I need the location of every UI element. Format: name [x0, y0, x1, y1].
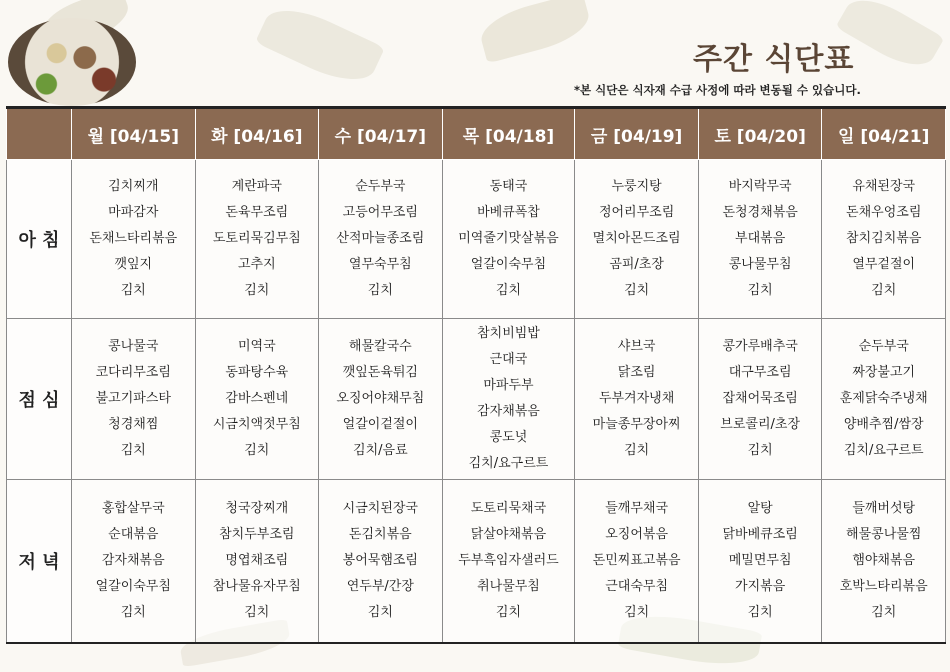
menu-item: 가지볶음 [735, 579, 786, 594]
menu-item: 멸치아몬드조림 [592, 231, 681, 246]
menu-item: 김치 [747, 605, 773, 620]
menu-item: 참나물유자무침 [212, 579, 301, 594]
menu-item: 봉어묵햄조림 [342, 553, 418, 568]
day-header: 목 [04/18] [442, 108, 575, 160]
menu-cell [575, 480, 699, 644]
menu-cell [319, 160, 443, 319]
menu-item: 해물콩나물찜 [846, 527, 922, 542]
menu-item: 닭바베큐조림 [722, 527, 798, 542]
menu-cell [72, 480, 196, 644]
menu-item: 시금치된장국 [342, 501, 418, 516]
menu-item: 김치/요구르트 [468, 456, 549, 471]
menu-item: 참치비빔밥 [477, 326, 540, 341]
menu-cell [698, 160, 822, 319]
menu-item: 들깨무채국 [605, 501, 669, 516]
menu-item: 메밀면무침 [728, 553, 792, 568]
menu-item: 불고기파스타 [95, 391, 171, 406]
menu-item: 샤브국 [617, 339, 656, 354]
menu-item: 김치 [244, 443, 270, 458]
background-leaf [476, 0, 594, 63]
menu-item: 김치 [244, 605, 270, 620]
menu-item: 콩나물국 [108, 339, 159, 354]
menu-item: 미역국 [237, 339, 276, 354]
menu-item: 미역줄기맛살볶음 [458, 231, 559, 246]
menu-item: 부대볶음 [735, 231, 786, 246]
menu-item: 열무겉절이 [852, 257, 916, 272]
menu-item: 김치 [747, 443, 773, 458]
background-leaf [255, 0, 385, 93]
menu-item: 김치 [244, 283, 270, 298]
menu-cell [442, 319, 575, 480]
menu-item: 도토리묵김무침 [212, 231, 301, 246]
page-title: 주간 식단표 [693, 42, 855, 77]
menu-cell [698, 480, 822, 644]
menu-cell [319, 480, 443, 644]
menu-item: 김치/음료 [353, 443, 408, 458]
menu-item: 고등어무조림 [342, 205, 418, 220]
menu-item: 참치김치볶음 [846, 231, 922, 246]
menu-item: 근대국 [489, 352, 528, 367]
day-header: 금 [04/19] [575, 108, 699, 160]
menu-item: 정어리무조림 [598, 205, 675, 220]
menu-item: 마파감자 [108, 205, 159, 220]
menu-cell [195, 319, 319, 480]
menu-item: 김치 [120, 443, 146, 458]
menu-cell [822, 480, 946, 644]
menu-item: 홍합살무국 [101, 501, 165, 516]
menu-item: 연두부/간장 [346, 579, 414, 594]
menu-item: 명엽채조림 [225, 553, 289, 568]
menu-item: 고추지 [237, 257, 276, 272]
meal-label: 점 심 [7, 319, 72, 480]
menu-item: 돈채우엉조림 [846, 205, 922, 220]
meal-label: 아 침 [7, 160, 72, 319]
menu-item: 돈채느타리볶음 [89, 231, 178, 246]
menu-item: 브로콜리/초장 [720, 417, 801, 432]
menu-item: 들깨버섯탕 [852, 501, 916, 516]
meal-row [7, 160, 946, 319]
menu-item: 돈김치볶음 [348, 527, 412, 542]
day-header: 화 [04/16] [195, 108, 319, 160]
menu-item: 감자채볶음 [101, 553, 165, 568]
day-header: 수 [04/17] [319, 108, 443, 160]
day-header: 일 [04/21] [822, 108, 946, 160]
menu-item: 콩도넛 [489, 430, 528, 445]
menu-cell [698, 319, 822, 480]
menu-item: 순두부국 [858, 339, 909, 354]
menu-item: 잡채어묵조림 [722, 391, 798, 406]
meal-label: 저 녁 [7, 480, 72, 644]
menu-item: 마파두부 [483, 378, 534, 393]
menu-cell [822, 160, 946, 319]
menu-cell [72, 319, 196, 480]
menu-item: 얼갈이숙무침 [470, 257, 547, 272]
menu-item: 순대볶음 [108, 527, 159, 542]
menu-item: 오징어볶음 [605, 527, 669, 542]
menu-item: 동태국 [489, 179, 528, 194]
menu-item: 두부흑임자샐러드 [458, 553, 559, 568]
menu-item: 김치 [367, 283, 393, 298]
menu-item: 얼갈이숙무침 [95, 579, 171, 594]
menu-item: 김치 [495, 283, 522, 298]
menu-item: 햄야채볶음 [852, 553, 916, 568]
menu-item: 콩나물무침 [728, 257, 792, 272]
menu-item: 오징어야채무침 [336, 391, 425, 406]
menu-item: 참치두부조림 [219, 527, 295, 542]
menu-item: 바베큐폭찹 [477, 205, 540, 220]
menu-item: 감바스펜네 [225, 391, 289, 406]
menu-item: 알탕 [747, 501, 773, 516]
menu-item: 김치 [624, 605, 650, 620]
day-header: 월 [04/15] [72, 108, 196, 160]
menu-item: 김치 [495, 605, 522, 620]
food-platter-image [8, 18, 136, 106]
menu-item: 마늘종무장아찌 [592, 417, 681, 432]
menu-item: 김치찌개 [108, 179, 159, 194]
menu-item: 양배추찜/쌈장 [843, 417, 924, 432]
menu-cell [195, 160, 319, 319]
menu-cell [822, 319, 946, 480]
day-header-row [7, 108, 946, 160]
menu-item: 해물칼국수 [348, 339, 412, 354]
weekly-menu-table [6, 106, 946, 644]
menu-cell [72, 160, 196, 319]
menu-item: 동파탕수육 [225, 365, 289, 380]
menu-item: 취나물무침 [477, 579, 540, 594]
menu-cell [442, 160, 575, 319]
menu-item: 코다리무조림 [95, 365, 171, 380]
menu-item: 감자채볶음 [477, 404, 540, 419]
menu-item: 깻잎돈육튀김 [342, 365, 418, 380]
menu-item: 근대숙무침 [605, 579, 669, 594]
menu-cell [575, 160, 699, 319]
menu-item: 돈육무조림 [225, 205, 289, 220]
menu-item: 누룽지탕 [611, 179, 662, 194]
menu-item: 닭살야채볶음 [470, 527, 547, 542]
menu-item: 김치 [367, 605, 393, 620]
corner-cell [7, 108, 72, 160]
menu-item: 바지락무국 [728, 179, 792, 194]
menu-item: 닭조림 [617, 365, 656, 380]
menu-item: 훈제닭숙주냉채 [839, 391, 928, 406]
menu-item: 대구무조림 [728, 365, 792, 380]
menu-item: 김치/요구르트 [843, 443, 924, 458]
menu-item: 깻잎지 [114, 257, 153, 272]
menu-item: 김치 [871, 283, 897, 298]
menu-item: 열무숙무침 [348, 257, 412, 272]
meal-row [7, 319, 946, 480]
menu-item: 김치 [624, 283, 650, 298]
menu-item: 짜장불고기 [852, 365, 916, 380]
menu-item: 호박느타리볶음 [839, 579, 928, 594]
menu-cell [319, 319, 443, 480]
menu-cell [195, 480, 319, 644]
notice-text: *본 식단은 식자재 수급 사정에 따라 변동될 수 있습니다. [574, 83, 861, 97]
menu-item: 두부겨자냉채 [598, 391, 675, 406]
meal-row [7, 480, 946, 644]
menu-item: 돈청경채볶음 [722, 205, 798, 220]
menu-item: 김치 [871, 605, 897, 620]
menu-item: 김치 [747, 283, 773, 298]
menu-item: 돈민찌표고볶음 [592, 553, 681, 568]
menu-item: 시금치액젓무침 [212, 417, 301, 432]
menu-item: 콩가루배추국 [722, 339, 798, 354]
menu-item: 곰피/초장 [609, 257, 664, 272]
menu-item: 김치 [120, 283, 146, 298]
menu-cell [442, 480, 575, 644]
menu-item: 청경채찜 [108, 417, 159, 432]
day-header: 토 [04/20] [698, 108, 822, 160]
menu-item: 계란파국 [231, 179, 282, 194]
menu-item: 얼갈이겉절이 [342, 417, 418, 432]
menu-cell [575, 319, 699, 480]
menu-item: 순두부국 [355, 179, 406, 194]
menu-item: 산적마늘종조림 [336, 231, 425, 246]
menu-item: 도토리묵채국 [470, 501, 547, 516]
menu-item: 유채된장국 [852, 179, 916, 194]
menu-item: 김치 [624, 443, 650, 458]
menu-item: 청국장찌개 [225, 501, 289, 516]
menu-item: 김치 [120, 605, 146, 620]
